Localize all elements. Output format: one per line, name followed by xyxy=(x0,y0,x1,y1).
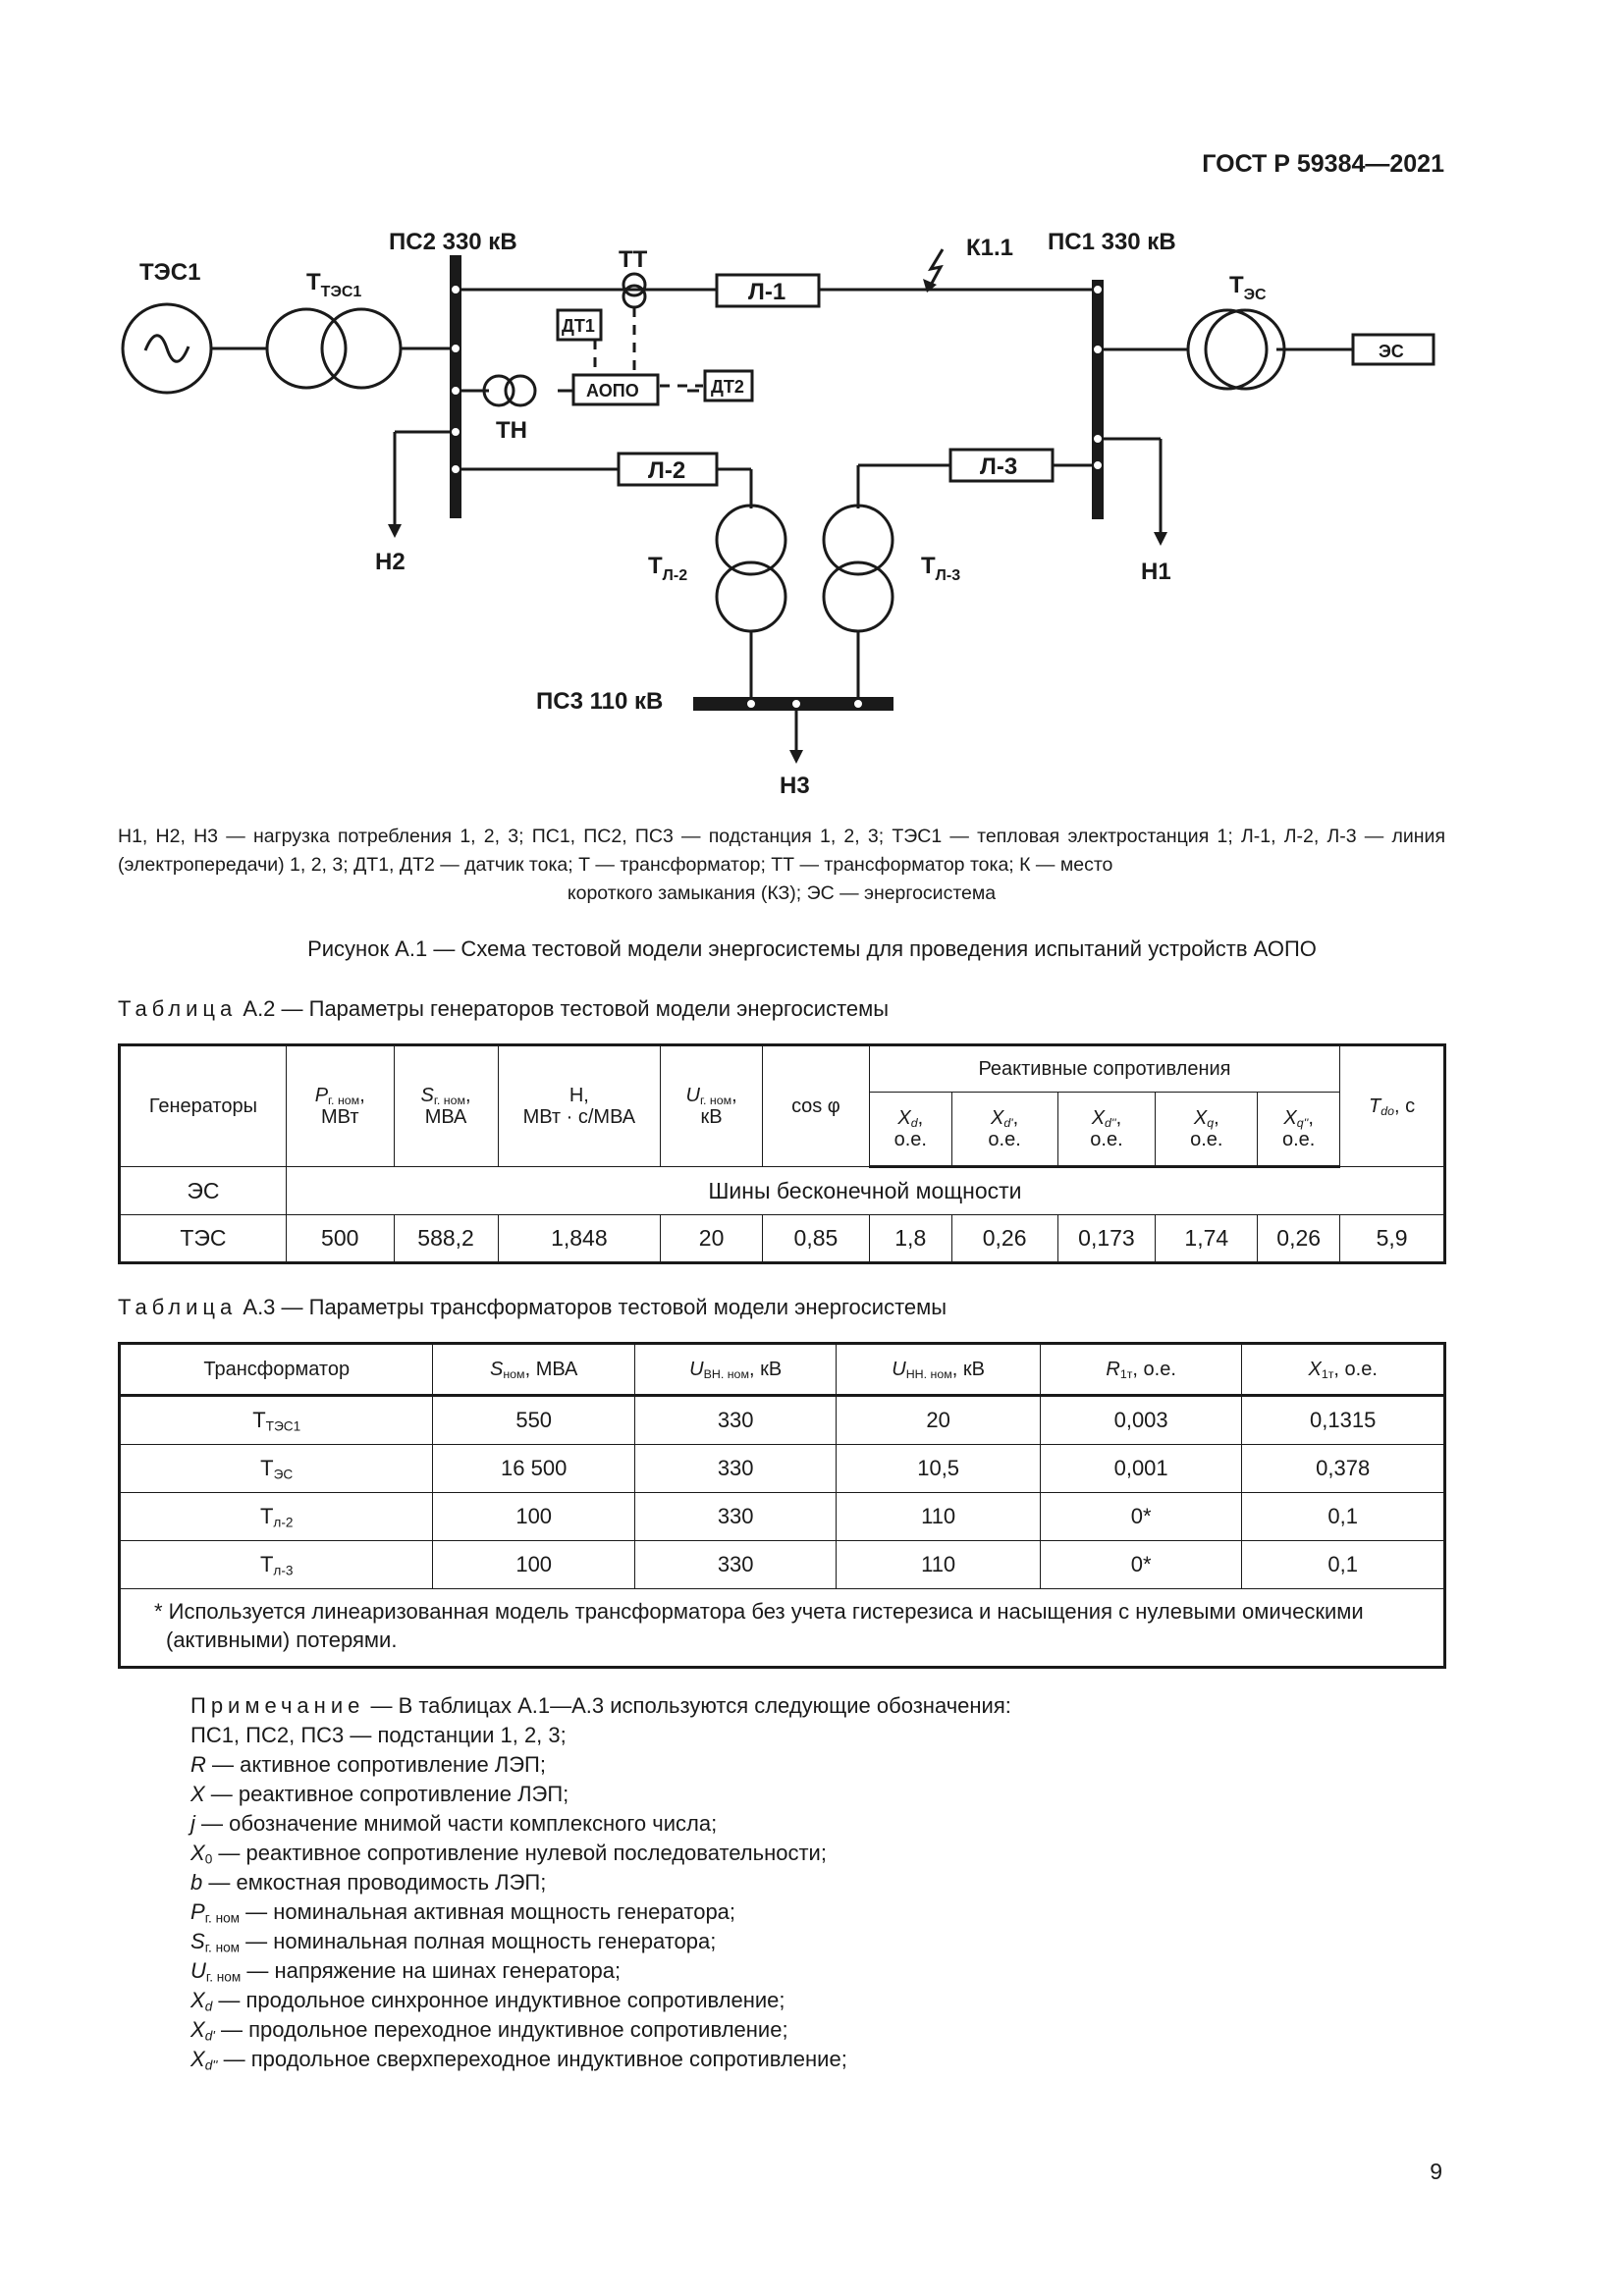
label-l2: Л-2 xyxy=(648,457,686,484)
label-ps1: ПС1 330 кВ xyxy=(1048,229,1176,255)
col-generators: Генераторы xyxy=(120,1045,287,1167)
busbar-ps1 xyxy=(1092,280,1104,519)
label-tn: ТН xyxy=(496,417,527,444)
col-u-nn: $U_{НН. ном}$, кВ xyxy=(837,1344,1040,1396)
col-u-vn: $U_{ВН. ном}$, кВ xyxy=(634,1344,836,1396)
col-reactive-group: Реактивные сопротивления xyxy=(869,1045,1339,1093)
col-tdo: $T_{do}$, с xyxy=(1340,1045,1445,1167)
power-system-diagram xyxy=(0,0,1624,815)
col-xd-prime: $X_{d'}$, о.е. xyxy=(951,1093,1057,1167)
label-k11: К1.1 xyxy=(966,235,1014,261)
table-row: $Т_{л-2}$ 100 330 110 0* 0,1 xyxy=(120,1493,1445,1541)
label-t-l3: $Т_{Л-3}$ xyxy=(921,553,961,584)
table-footnote: * Используется линеаризованная модель трансформатора без учета гистерезиса и насыщения с нулевыми омическими (активными) потерями. xyxy=(120,1589,1445,1668)
col-x1t: $X_{1т}$, о.е. xyxy=(1242,1344,1445,1396)
generator-parameters-table xyxy=(118,1043,1446,1264)
col-r1t: $R_{1т}$, о.е. xyxy=(1040,1344,1242,1396)
col-s-nom: $S_{г. ном}$, МВА xyxy=(394,1045,498,1167)
figure-legend xyxy=(118,823,1445,908)
label-aopo: АОПО xyxy=(586,381,639,400)
col-xd: $X_d$, о.е. xyxy=(869,1093,951,1167)
col-xq-double-prime: $X_{q''}$, о.е. xyxy=(1258,1093,1340,1167)
table-row: $Т_{л-3}$ 100 330 110 0* 0,1 xyxy=(120,1541,1445,1589)
legend-text-end: короткого замыкания (КЗ); ЭС — энергосистема xyxy=(567,882,997,904)
col-h: H, МВт · с/МВА xyxy=(498,1045,661,1167)
col-cos-phi: cos φ xyxy=(763,1045,870,1167)
table-a3-title: Таблица А.3 — Параметры трансформаторов тестовой модели энергосистемы xyxy=(118,1295,947,1319)
label-n2: Н2 xyxy=(375,549,406,575)
label-tes1: ТЭС1 xyxy=(139,259,201,286)
col-xd-double-prime: $X_{d''}$, о.е. xyxy=(1057,1093,1156,1167)
label-t-tes1: $Т_{ТЭС1}$ xyxy=(306,269,362,300)
label-t-l2: $Т_{Л-2}$ xyxy=(648,553,688,584)
table-a2-title: Таблица А.2 — Параметры генераторов тестовой модели энергосистемы xyxy=(118,996,890,1021)
label-l3: Л-3 xyxy=(980,454,1018,480)
label-ps2: ПС2 330 кВ xyxy=(389,229,517,255)
label-l1: Л-1 xyxy=(748,279,786,305)
figure-caption: Рисунок А.1 — Схема тестовой модели энергосистемы для проведения испытаний устройств АОПО xyxy=(307,936,1317,961)
col-p-nom: $P_{г. ном}$, МВт xyxy=(286,1045,394,1167)
label-n1: Н1 xyxy=(1141,559,1171,585)
note-block: Примечание — В таблицах А.1—А.3 используются следующие обозначения: ПС1, ПС2, ПС3 — подстанции 1, 2, 3; R — активное сопротивление ЛЭП; X — реактивное сопротивление ЛЭП; j — обозначение мнимой части комплексного числа; $X_0$ — реактивное сопротивление нулевой последовательности; b — емкостная проводимость ЛЭП; $P_{г. ном}$ — номинальная активная мощность генератора; $S_{г. ном}$ — номинальная полная мощность генератора; $U_{г. ном}$ — напряжение на шинах генератора; $X_d$ — продольное синхронное индуктивное сопротивление; $X_{d'}$ — продольное переходное индуктивное сопротивление; $X_{d''}$ — продольное сверхпереходное индуктивное сопротивление; xyxy=(190,1693,1011,2073)
col-xq: $X_q$, о.е. xyxy=(1156,1093,1258,1167)
label-dt1: ДТ1 xyxy=(562,316,595,336)
page-number: 9 xyxy=(1430,2159,1442,2184)
transformer-parameters-table xyxy=(118,1342,1446,1669)
document-header: ГОСТ Р 59384—2021 xyxy=(1202,150,1444,178)
label-n3: Н3 xyxy=(780,773,810,799)
label-es: ЭС xyxy=(1379,342,1404,361)
label-tt: ТТ xyxy=(619,246,648,273)
legend-text: Н1, Н2, Н3 — нагрузка потребления 1, 2, 3; ПС1, ПС2, ПС3 — подстанция 1, 2, 3; ТЭС1 — тепловая электростанция 1; Л-1, Л-2, Л-3 — линия (электропередачи) 1, 2, 3; ДТ1, ДТ2 — датчик тока; Т — трансформатор; ТТ — трансформатор тока; К — место xyxy=(118,826,1445,876)
transformer-es-symbol xyxy=(1188,310,1267,389)
label-t-es: $Т_{ЭС}$ xyxy=(1229,272,1267,303)
col-transformer: Трансформатор xyxy=(120,1344,433,1396)
table-row: ЭС Шины бесконечной мощности xyxy=(120,1167,1445,1215)
table-row: $Т_{ТЭС1}$ 550 330 20 0,003 0,1315 xyxy=(120,1396,1445,1445)
table-row: $Т_{ЭС}$ 16 500 330 10,5 0,001 0,378 xyxy=(120,1445,1445,1493)
col-s-nom: $S_{ном}$, МВА xyxy=(433,1344,634,1396)
label-ps3: ПС3 110 кВ xyxy=(536,688,664,715)
table-footnote-row xyxy=(120,1589,1445,1668)
table-row: ТЭС 500 588,2 1,848 20 0,85 1,8 0,26 0,173 1,74 0,26 5,9 xyxy=(120,1215,1445,1263)
col-u-nom: $U_{г. ном}$, кВ xyxy=(661,1045,763,1167)
label-dt2: ДТ2 xyxy=(711,377,744,397)
